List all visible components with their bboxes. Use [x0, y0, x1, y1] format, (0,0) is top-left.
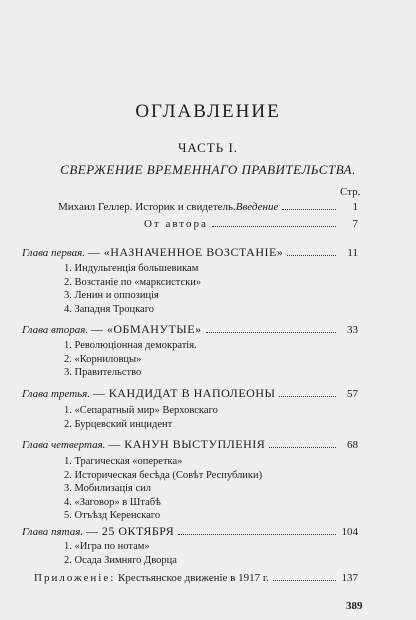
chapter-2-items: [64, 339, 197, 380]
chapter-label: Глава вторая.: [22, 324, 89, 336]
chapter-page: 33: [347, 324, 358, 336]
list-item: 3. Мобилизація сил: [64, 483, 151, 494]
chapter-title: — КАНДИДАТ В НАПОЛЕОНЫ: [92, 386, 276, 400]
list-item: 5. Отъѣзд Керенскаго: [64, 510, 161, 521]
dot-leader: [282, 209, 336, 210]
chapter-title: — 25 ОКТЯБРЯ: [85, 524, 175, 538]
dot-leader: [178, 534, 336, 535]
chapter-4-items: [64, 455, 262, 523]
appendix-entry: [34, 572, 358, 584]
page-column-header: Стр.: [340, 186, 361, 198]
list-item: 1. Индульгенція большевикам: [64, 263, 199, 274]
toc-entry-introduction: [58, 201, 358, 213]
list-item: 1. Революціонная демократія.: [64, 340, 197, 351]
chapter-label: Глава пятая.: [22, 526, 84, 538]
chapter-3-heading: [22, 386, 358, 401]
dot-leader: [273, 580, 336, 581]
chapter-title: — «НАЗНАЧЕННОЕ ВОЗСТАНІЕ»: [87, 245, 284, 259]
list-item: 2. Историческая бесѣда (Совѣт Республики): [64, 469, 263, 481]
dot-leader: [287, 255, 336, 256]
entry-text: От автора: [144, 218, 208, 230]
list-item: 4. Западня Троцкаго: [64, 303, 155, 315]
chapter-page: 11: [347, 247, 358, 259]
dot-leader: [206, 332, 336, 333]
list-item: 2. Возстаніе по «марксистски»: [64, 276, 202, 288]
chapter-5-items: [64, 540, 177, 567]
chapter-page: 68: [347, 439, 358, 451]
chapter-page: 104: [341, 526, 358, 538]
entry-page: 7: [352, 218, 358, 230]
chapter-label: Глава первая.: [22, 247, 85, 259]
chapter-label: Глава третья.: [22, 388, 91, 400]
dot-leader: [269, 447, 336, 448]
appendix-title: Крестьянское движеніе в 1917 г.: [118, 572, 269, 584]
part-subtitle: СВЕРЖЕНИЕ ВРЕМЕННАГО ПРАВИТЕЛЬСТВА.: [60, 162, 356, 177]
chapter-title: — КАНУН ВЫСТУПЛЕНІЯ: [108, 437, 266, 451]
chapter-5-heading: [22, 524, 358, 539]
toc-entry-from-author: [144, 218, 358, 230]
list-item: 1. «Игра по нотам»: [64, 541, 150, 552]
part-heading: ЧАСТЬ I.: [177, 140, 239, 155]
dot-leader: [212, 226, 336, 227]
entry-italic: Введение: [235, 201, 279, 213]
appendix-page: 137: [341, 572, 358, 584]
dot-leader: [279, 396, 336, 397]
list-item: 1. Трагическая «оперетка»: [64, 456, 183, 467]
list-item: 2. «Корниловцы»: [64, 353, 142, 365]
list-item: 3. Правительство: [64, 367, 142, 378]
chapter-2-heading: [22, 322, 358, 337]
entry-text: Михаил Геллер. Историк и свидетель.: [58, 201, 236, 213]
chapter-title: — «ОБМАНУТЫЕ»: [90, 322, 202, 336]
page-title: ОГЛАВЛЕНИЕ: [135, 101, 281, 122]
chapter-page: 57: [347, 388, 358, 400]
list-item: 2. Бурцевский инцидент: [64, 418, 173, 430]
chapter-label: Глава четвертая.: [22, 439, 106, 451]
list-item: 4. «Заговор» в Штабѣ: [64, 496, 161, 508]
chapter-1-items: [64, 262, 201, 316]
appendix-label: Приложеніе:: [34, 572, 116, 584]
list-item: 2. Осада Зимняго Дворца: [64, 554, 177, 566]
list-item: 1. «Сепаратный мир» Верховскаго: [64, 405, 218, 416]
page-number: 389: [346, 600, 363, 612]
entry-page: 1: [352, 201, 358, 213]
list-item: 3. Ленин и оппозиція: [64, 290, 159, 301]
chapter-4-heading: [22, 437, 358, 452]
chapter-3-items: [64, 404, 218, 431]
chapter-1-heading: [22, 245, 358, 260]
